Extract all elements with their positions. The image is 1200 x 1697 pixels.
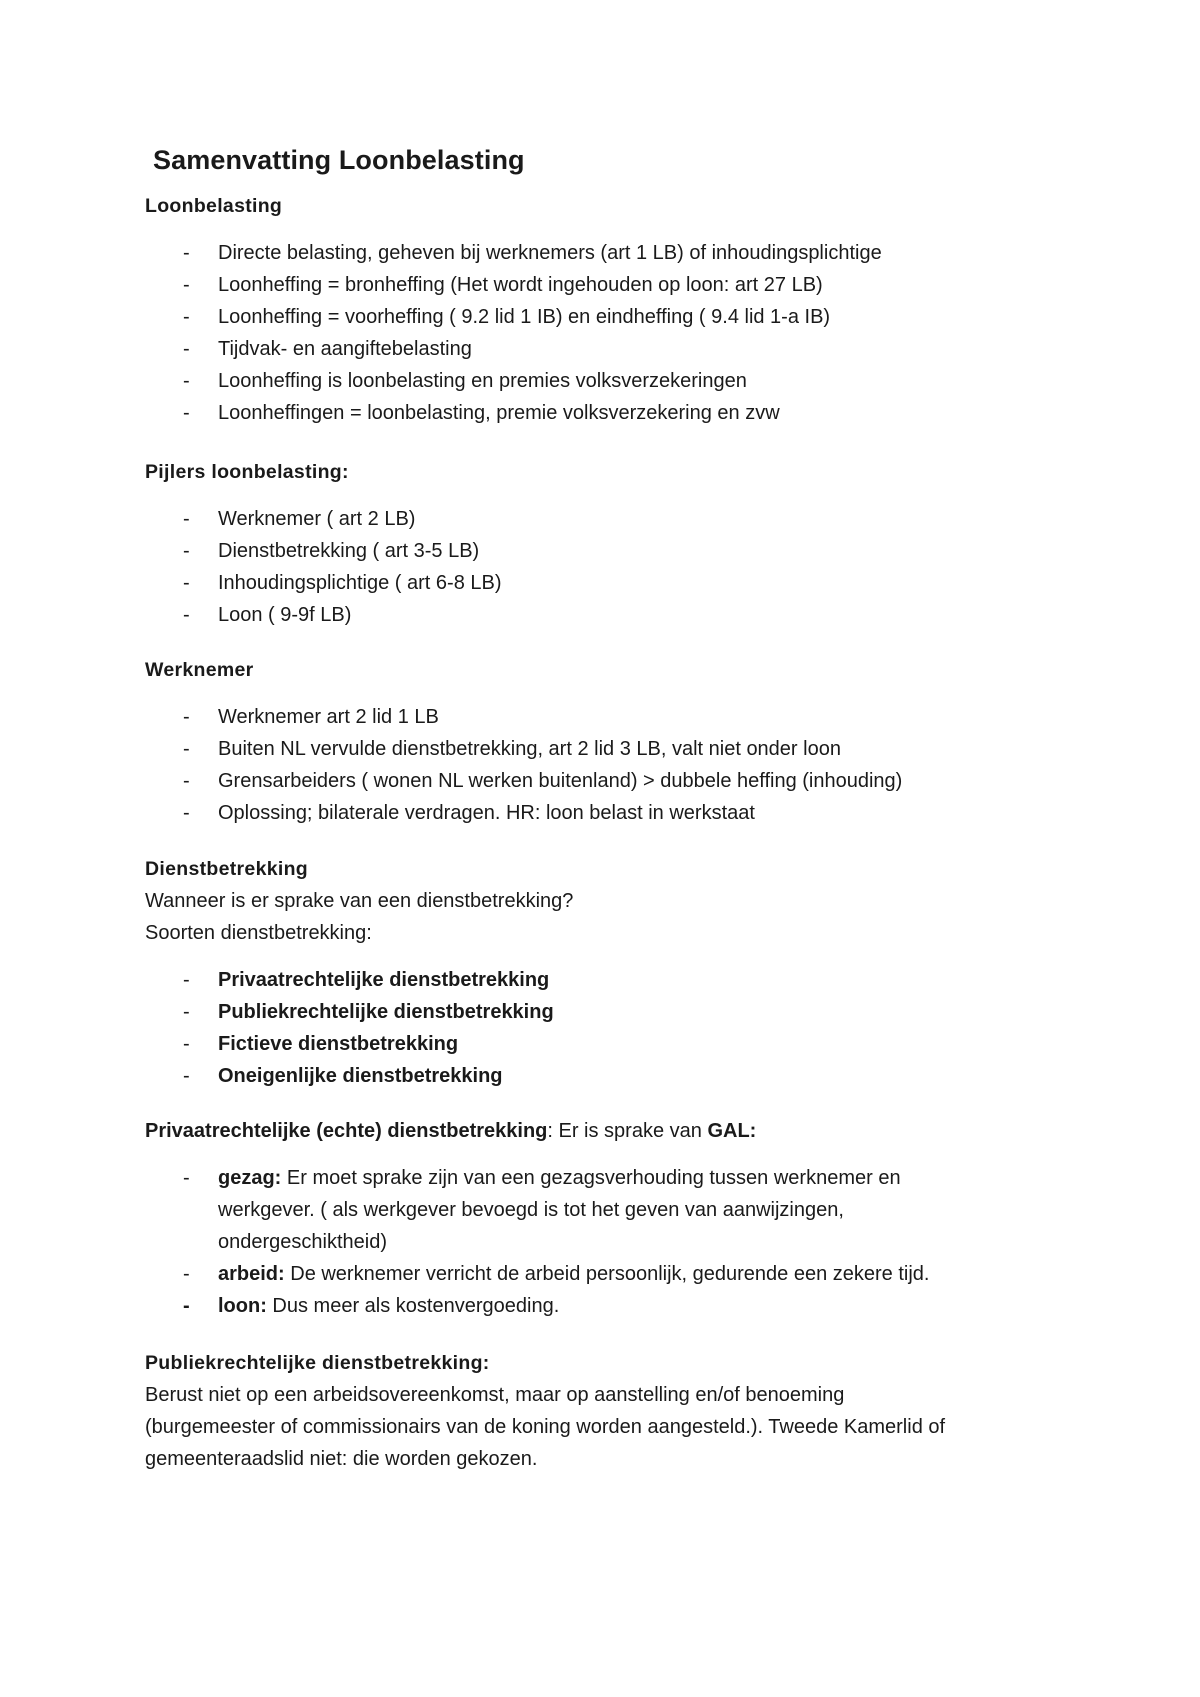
dash-bullet: -	[183, 1065, 190, 1087]
list-item-text: Oneigenlijke dienstbetrekking	[218, 1065, 503, 1087]
list-item-text: Loonheffing = bronheffing (Het wordt ingehouden op loon: art 27 LB)	[218, 274, 823, 296]
heading-rest-text: : Er is sprake van	[547, 1120, 708, 1142]
section-heading: Publiekrechtelijke dienstbetrekking:	[145, 1352, 490, 1374]
list-item	[145, 1028, 1065, 1060]
list-item-text: Werknemer art 2 lid 1 LB	[218, 706, 439, 728]
list-item	[145, 701, 1065, 733]
dash-bullet: -	[183, 274, 190, 296]
paragraph-line: Berust niet op een arbeidsovereenkomst, maar op aanstelling en/of benoeming	[145, 1384, 845, 1406]
list-item	[145, 733, 1065, 765]
list-item-text: Dus meer als kostenvergoeding.	[266, 1295, 560, 1317]
list-item-text: Loonheffing = voorheffing ( 9.2 lid 1 IB) en eindheffing ( 9.4 lid 1-a IB)	[218, 306, 831, 328]
section-dienstbetrekking	[145, 853, 1065, 1092]
dash-bullet: -	[183, 706, 190, 728]
list-item-text: Buiten NL vervulde dienstbetrekking, art 2 lid 3 LB, valt niet onder loon	[218, 738, 841, 760]
list-item-text: Loon ( 9-9f LB)	[218, 604, 352, 626]
list-item-text: De werknemer verricht de arbeid persoonlijk, gedurende een zekere tijd.	[284, 1263, 930, 1285]
section-heading: Werknemer	[145, 659, 254, 681]
section-loonbelasting	[145, 190, 1065, 429]
bullet-list	[145, 964, 1065, 1092]
dash-bullet: -	[183, 738, 190, 760]
list-item-term: arbeid:	[218, 1263, 285, 1285]
list-item	[145, 964, 1065, 996]
list-item-text: Dienstbetrekking ( art 3-5 LB)	[218, 540, 480, 562]
list-item-text: Werknemer ( art 2 LB)	[218, 508, 416, 530]
dash-bullet: -	[183, 1033, 190, 1055]
list-item	[145, 1060, 1065, 1092]
list-item-text: Er moet sprake zijn van een gezagsverhouding tussen werknemer en	[281, 1167, 901, 1189]
dash-bullet: -	[183, 338, 190, 360]
dash-bullet: -	[183, 508, 190, 530]
list-item	[145, 301, 1065, 333]
paragraph-line: Wanneer is er sprake van een dienstbetrekking?	[145, 890, 574, 912]
paragraph-line: (burgemeester of commissionairs van de koning worden aangesteld.). Tweede Kamerlid of	[145, 1416, 946, 1438]
list-item-text: Loonheffing is loonbelasting en premies volksverzekeringen	[218, 370, 747, 392]
list-item-text: Grensarbeiders ( wonen NL werken buitenland) > dubbele heffing (inhouding)	[218, 770, 903, 792]
dash-bullet: -	[183, 572, 190, 594]
section-heading: Loonbelasting	[145, 195, 283, 217]
list-item	[145, 1162, 1065, 1258]
list-item	[145, 765, 1065, 797]
list-item	[145, 567, 1065, 599]
section-pijlers	[145, 456, 1065, 631]
dash-bullet: -	[183, 370, 190, 392]
list-item	[145, 397, 1065, 429]
list-item-text: Oplossing; bilaterale verdragen. HR: loon belast in werkstaat	[218, 802, 755, 824]
list-item-text: Fictieve dienstbetrekking	[218, 1033, 459, 1055]
list-item	[145, 365, 1065, 397]
dash-bullet: -	[183, 1167, 190, 1189]
bullet-list	[145, 503, 1065, 631]
section-heading: Pijlers loonbelasting:	[145, 461, 349, 483]
dash-bullet: -	[183, 242, 190, 264]
section-werknemer	[145, 654, 1065, 829]
dash-bullet: -	[183, 540, 190, 562]
dash-bullet: -	[183, 402, 190, 424]
list-item-term: loon:	[218, 1295, 267, 1317]
dash-bullet: -	[183, 1263, 190, 1285]
bullet-list	[145, 237, 1065, 429]
bullet-list	[145, 701, 1065, 829]
list-item	[145, 535, 1065, 567]
list-item-text: Publiekrechtelijke dienstbetrekking	[218, 1001, 554, 1023]
dash-bullet: -	[183, 1001, 190, 1023]
heading-bold-text: Privaatrechtelijke (echte) dienstbetrekking	[145, 1120, 548, 1142]
list-item	[145, 333, 1065, 365]
page-title: Samenvatting Loonbelasting	[153, 145, 525, 175]
list-item	[145, 269, 1065, 301]
list-item-text: Tijdvak- en aangiftebelasting	[218, 338, 472, 360]
section-publiekrechtelijk	[145, 1347, 1065, 1475]
list-item	[145, 996, 1065, 1028]
dash-bullet: -	[183, 1295, 190, 1317]
list-item	[145, 237, 1065, 269]
list-item-text: Privaatrechtelijke dienstbetrekking	[218, 969, 550, 991]
section-heading	[145, 1115, 1065, 1147]
paragraph-line: Soorten dienstbetrekking:	[145, 922, 372, 944]
list-item-text: Directe belasting, geheven bij werknemers (art 1 LB) of inhoudingsplichtige	[218, 242, 882, 264]
dash-bullet: -	[183, 802, 190, 824]
section-privaatrechtelijk	[145, 1115, 1065, 1322]
dash-bullet: -	[183, 604, 190, 626]
list-item-text: Inhoudingsplichtige ( art 6-8 LB)	[218, 572, 502, 594]
list-item-continuation: ondergeschiktheid)	[218, 1231, 387, 1253]
list-item	[145, 1258, 1065, 1290]
list-item	[145, 599, 1065, 631]
list-item	[145, 503, 1065, 535]
section-heading: Dienstbetrekking	[145, 858, 309, 880]
heading-gal-text: GAL:	[707, 1120, 757, 1142]
bullet-list	[145, 1162, 1065, 1322]
list-item	[145, 1290, 1065, 1322]
dash-bullet: -	[183, 770, 190, 792]
dash-bullet: -	[183, 969, 190, 991]
dash-bullet: -	[183, 306, 190, 328]
list-item-term: gezag:	[218, 1167, 282, 1189]
list-item-text: Loonheffingen = loonbelasting, premie volksverzekering en zvw	[218, 402, 780, 424]
paragraph-line: gemeenteraadslid niet: die worden gekozen.	[145, 1448, 538, 1470]
list-item	[145, 797, 1065, 829]
list-item-continuation: werkgever. ( als werkgever bevoegd is tot het geven van aanwijzingen,	[218, 1199, 844, 1221]
